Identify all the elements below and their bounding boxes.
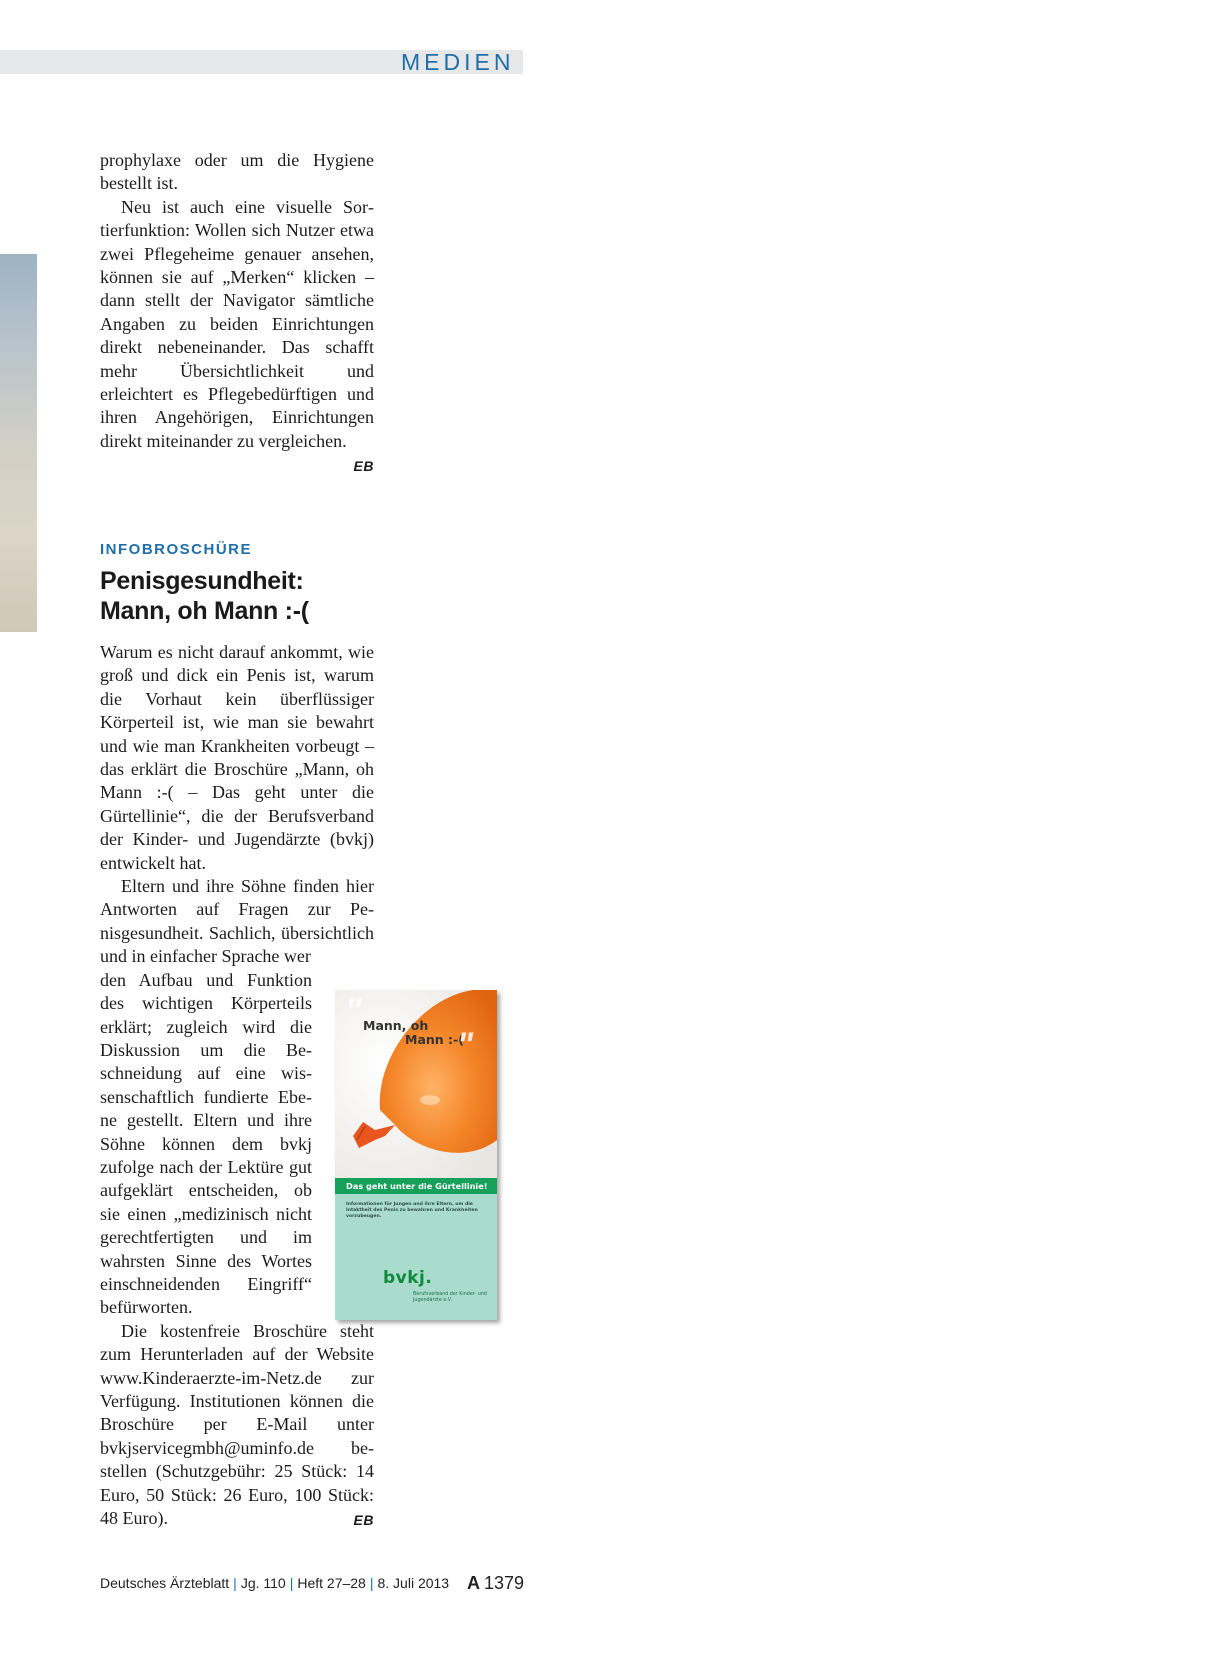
article2-kicker: INFOBROSCHÜRE (100, 541, 253, 558)
page-number-value: 1379 (483, 1573, 524, 1593)
quote-mark-icon: " (345, 992, 362, 1030)
article2-paragraph-3-text: Die kostenfreie Broschüre steht zum Herunterladen auf der Website www.Kinderaerzte-im-Netz.de zur Verfügung. Institutionen können die Broschüre per E-Mail unter bvkjservicegmbh@uminfo.de bestellen (Schutzgebühr: 25 Stück: 14 Euro, 50 Stück: 26 Euro, 100 Stück: 48 Euro). (100, 1320, 374, 1529)
footer-separator: | (369, 1575, 374, 1591)
article2-signature: EB (353, 1512, 374, 1529)
section-label: MEDIEN (401, 49, 515, 75)
article1-paragraph: prophylaxe oder um die Hygiene bestellt ist. (100, 150, 374, 194)
footer-separator: | (233, 1575, 237, 1591)
article2-paragraph-1: Warum es nicht darauf ankommt, wie groß und dick ein Penis ist, warum die Vorhaut kein überflüssiger Körperteil ist, wie man sie bewahrt und wie man Krankheiten vorbeugt – das erklärt die Broschüre „Mann, oh Mann :-( – Das geht unter die Gürtellinie“, die der Berufsverband der Kinder- und Jugendärzte (bvkj) entwickelt hat. (100, 642, 374, 873)
bvkj-logo: bvkj. (383, 1268, 433, 1288)
footer-issue: Heft 27–28 (297, 1575, 366, 1591)
article2-paragraph-2-wrapped: den Aufbau und Funktion des wichtigen Körperteils erklärt; zugleich wird die Diskussion um die Beschneidung auf eine wissenschaftlich fundierte Ebene gestellt. Eltern und ihre Söhne können dem bvkj zufolge nach der Lektüre gut aufgeklärt entscheiden, ob sie einen „medizinisch nicht gerechtfertigten und im wahrsten Sinne des Wortes einschneidenden Eingriff“ befürworten. (100, 969, 312, 1318)
article2-title (100, 566, 400, 626)
brochure-subtitle: Informationen für Jungen und ihre Eltern, um die Intaktheit des Penis zu bewahren und Krankheiten vorzubeugen. (346, 1202, 478, 1219)
article2-body (100, 641, 374, 1532)
page-footer (100, 1575, 524, 1597)
article2-title-line1: Penisgesundheit: (100, 567, 304, 595)
article1-signature: EB (353, 458, 374, 475)
quote-mark-icon: " (457, 1026, 474, 1064)
page-prefix: A (466, 1573, 480, 1593)
article1-body (100, 149, 374, 479)
article2-title-line2: Mann, oh Mann :-( (100, 597, 309, 625)
brochure-cover-image (335, 990, 497, 1320)
brochure-band: Das geht unter die Gürtellinie! (335, 1178, 497, 1194)
brochure-title-line2: Mann :-( (405, 1032, 464, 1047)
article1-paragraph-text: Neu ist auch eine visuelle Sortierfunktion: Wollen sich Nutzer etwa zwei Pflegeheime genauer ansehen, können sie auf „Merken“ klicken – dann stellt der Navigator sämtliche Angaben zu beiden Einrichtungen direkt nebeneinander. Das schafft mehr Übersichtlichkeit und erleichtert es Pflegebedürftigen und ihren Angehörigen, Einrichtungen direkt miteinander zu vergleichen. (100, 196, 374, 451)
brochure-title-line1: Mann, oh (363, 1018, 429, 1033)
footer-date: 8. Juli 2013 (377, 1575, 450, 1591)
cropped-photo (0, 254, 37, 632)
page-number (467, 1573, 524, 1594)
article1-paragraph (100, 196, 374, 475)
article2-paragraph-2: Eltern und ihre Söhne finden hier Antworten auf Fragen zur Penisgesundheit. Sachlich, übersichtlich und in einfacher Sprache wer (100, 876, 374, 967)
article2-paragraph-3 (100, 1320, 374, 1531)
footer-journal: Deutsches Ärzteblatt (100, 1575, 230, 1591)
footer-volume: Jg. 110 (240, 1575, 286, 1591)
brochure-org: Berufsverband der Kinder- und Jugendärzte e.V. (413, 1292, 487, 1303)
footer-separator: | (289, 1575, 294, 1591)
